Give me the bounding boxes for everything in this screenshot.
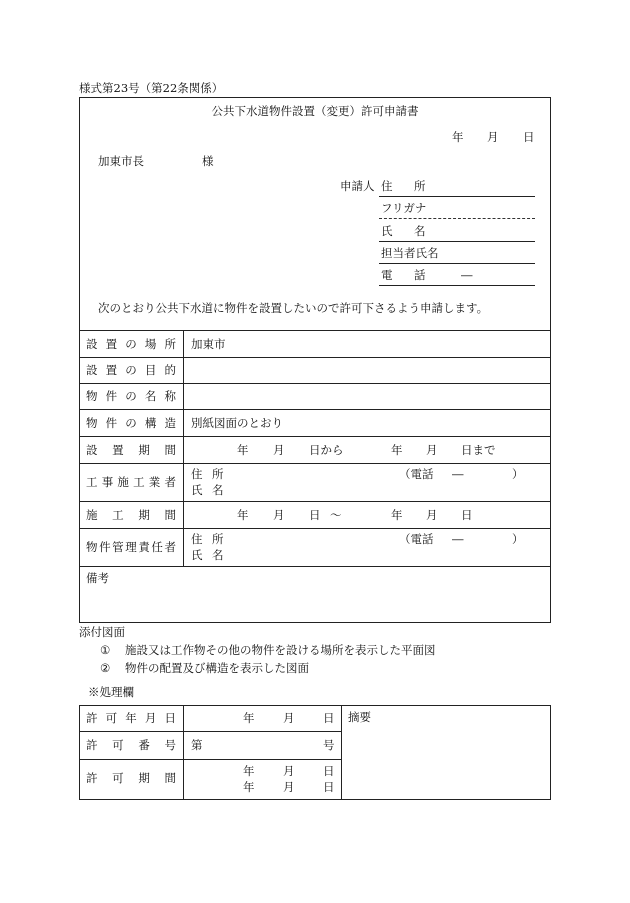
form-number: 様式第23号（第22条関係）: [79, 81, 224, 95]
construction-year-end: 年: [391, 508, 403, 522]
applicant-name-line: [379, 241, 535, 242]
period-year-end: 年: [391, 443, 403, 457]
table-line: [79, 501, 551, 502]
attachment-num-1: ①: [100, 643, 111, 657]
value-object-structure: 別紙図面のとおり: [191, 416, 283, 430]
table-line: [79, 566, 551, 567]
form-title: 公共下水道物件設置（変更）許可申請書: [211, 104, 419, 118]
processing-line: [79, 759, 341, 760]
period-month-start: 月: [273, 443, 285, 457]
permit-period-month-end: 月: [283, 780, 295, 794]
table-line: [79, 436, 551, 437]
permit-number-suffix: 号: [323, 738, 335, 752]
remarks-label: 備考: [86, 571, 109, 585]
attachment-text-1: 施設又は工作物その他の物件を設ける場所を表示した平面図: [125, 643, 436, 657]
attachment-text-2: 物件の配置及び構造を表示した図面: [125, 661, 309, 675]
furigana-dashed-line: [379, 218, 535, 219]
applicant-address-k2: 所: [414, 179, 426, 193]
permit-period-month-start: 月: [283, 764, 295, 778]
summary-label: 摘要: [348, 710, 371, 724]
construction-day-start: 日: [309, 508, 321, 522]
permit-period-year-end: 年: [243, 780, 255, 794]
value-installation-place: 加東市: [191, 337, 226, 351]
table-line: [79, 357, 551, 358]
phone-line: [379, 285, 535, 286]
contractor-address-k1: 住: [191, 467, 203, 481]
manager-name-k2: 名: [212, 548, 224, 562]
contractor-phone-dash: ―: [452, 467, 464, 481]
construction-month-start: 月: [273, 508, 285, 522]
applicant-address-k1: 住: [381, 179, 393, 193]
label-permit-date: 許可年月日: [86, 711, 176, 725]
contractor-name-k1: 氏: [191, 483, 203, 497]
label-permit-number: 許可番号: [86, 738, 176, 752]
table-line: [79, 330, 551, 331]
applicant-name-k2: 名: [414, 224, 426, 238]
permit-period-day-end: 日: [323, 780, 335, 794]
processing-divider-2: [341, 705, 342, 800]
manager-phone-dash: ―: [452, 532, 464, 546]
label-installation-place: 設置の場所: [86, 337, 176, 351]
applicant-name-k1: 氏: [381, 224, 393, 238]
date-year: 年: [452, 130, 464, 144]
processing-divider-1: [183, 705, 184, 800]
applicant-furigana: フリガナ: [381, 201, 427, 215]
applicant-label: 申請人: [340, 179, 375, 193]
label-installation-period: 設置期間: [86, 443, 176, 457]
addressee-honorific: 様: [202, 154, 214, 168]
construction-month-end: 月: [426, 508, 438, 522]
contractor-phone-open: （電話: [399, 467, 434, 481]
date-month: 月: [487, 130, 499, 144]
applicant-contact-person: 担当者氏名: [381, 246, 439, 260]
period-year-start: 年: [237, 443, 249, 457]
label-contractor: 工事施工業者: [86, 475, 176, 489]
label-installation-purpose: 設置の目的: [86, 363, 176, 377]
label-property-manager: 物件管理責任者: [86, 540, 176, 554]
table-line: [79, 463, 551, 464]
applicant-phone-k1: 電: [381, 268, 393, 282]
label-permit-period: 許可期間: [86, 771, 176, 785]
contact-person-line: [379, 263, 535, 264]
table-divider: [183, 330, 184, 566]
table-line: [79, 383, 551, 384]
contractor-name-k2: 名: [212, 483, 224, 497]
applicant-phone-k2: 話: [414, 268, 426, 282]
applicant-phone-dash: ―: [461, 268, 473, 282]
permit-number-prefix: 第: [191, 738, 203, 752]
manager-phone-open: （電話: [399, 532, 434, 546]
label-construction-period: 施工期間: [86, 508, 176, 522]
permit-date-year: 年: [243, 711, 255, 725]
period-day-start: 日から: [309, 443, 344, 457]
contractor-phone-close: ）: [512, 467, 524, 481]
manager-address-k2: 所: [212, 532, 224, 546]
table-line: [79, 409, 551, 410]
construction-year-start: 年: [237, 508, 249, 522]
permit-date-day: 日: [323, 711, 335, 725]
processing-line: [79, 731, 341, 732]
attachments-title: 添付図面: [79, 625, 125, 639]
label-object-structure: 物件の構造: [86, 416, 176, 430]
contractor-address-k2: 所: [212, 467, 224, 481]
processing-title: ※処理欄: [88, 685, 134, 699]
permit-date-month: 月: [283, 711, 295, 725]
manager-address-k1: 住: [191, 532, 203, 546]
construction-tilde: ～: [330, 508, 342, 522]
construction-day-end: 日: [461, 508, 473, 522]
period-day-end: 日まで: [461, 443, 496, 457]
application-statement: 次のとおり公共下水道に物件を設置したいので許可下さるよう申請します。: [98, 301, 489, 315]
period-month-end: 月: [426, 443, 438, 457]
applicant-address-line: [379, 196, 535, 197]
date-day: 日: [523, 130, 535, 144]
addressee-name: 加東市長: [98, 154, 144, 168]
manager-name-k1: 氏: [191, 548, 203, 562]
table-line: [79, 528, 551, 529]
manager-phone-close: ）: [512, 532, 524, 546]
permit-period-year-start: 年: [243, 764, 255, 778]
label-object-name: 物件の名称: [86, 389, 176, 403]
attachment-num-2: ②: [100, 661, 111, 675]
permit-period-day-start: 日: [323, 764, 335, 778]
